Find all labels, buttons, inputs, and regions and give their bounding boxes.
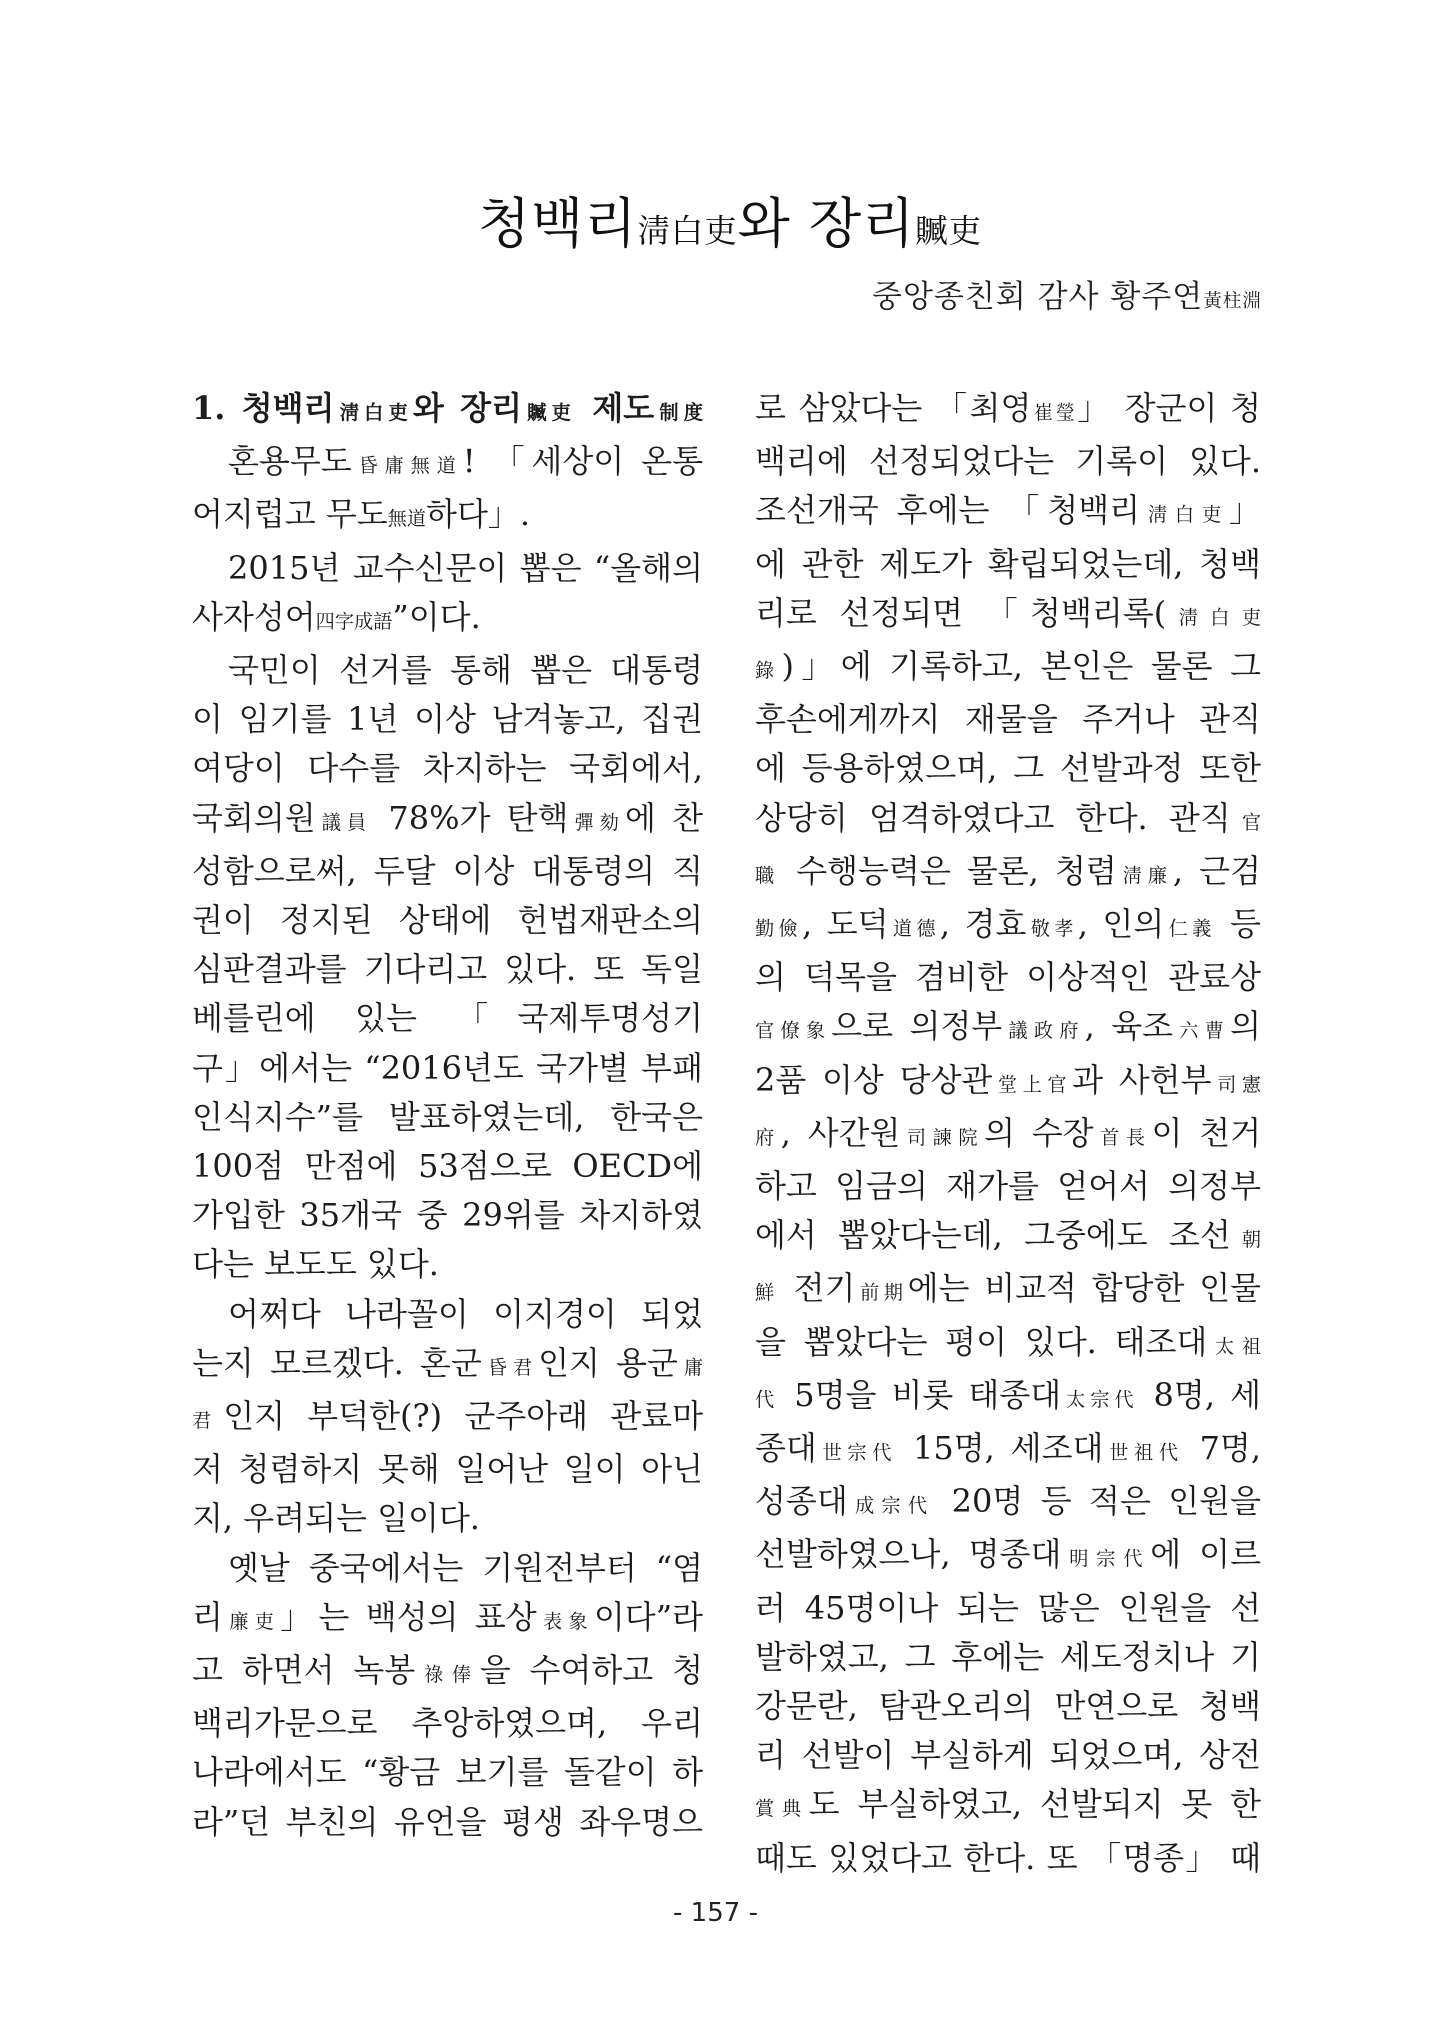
hanja-annotation: 崔瑩 [1031, 401, 1078, 424]
text-line: 라”던 부친의 유언을 평생 좌우명으 [192, 1802, 703, 1841]
text-line: 鮮 전기前期에는 비교적 합당한 인물 [755, 1269, 1262, 1308]
text-line: 종대世宗代 15명, 세조대世祖代 7명, [755, 1429, 1262, 1468]
hanja-annotation: 淸白吏 [334, 401, 413, 424]
hanja-annotation: 官僚象 [755, 1019, 832, 1043]
hanja-annotation: 賞典 [755, 1797, 809, 1821]
text-line: 발하였고, 그 후에는 세도정치나 기 [755, 1637, 1261, 1676]
hanja-annotation: 前期 [855, 1281, 908, 1305]
text-line: 국민이 선거를 통해 뽑은 대통령 [228, 651, 703, 690]
paragraph [192, 437, 703, 543]
hanja-annotation: 議政府 [1002, 1019, 1085, 1043]
hanja-annotation: 君 [192, 1409, 224, 1433]
hanja-annotation: 司憲 [1211, 1072, 1262, 1096]
hanja-annotation: 昏庸無道 [351, 454, 463, 478]
text-line: 가입한 35개국 중 29위를 차지하였 [192, 1196, 703, 1235]
text-line: 職 수행능력은 물론, 청렴淸廉, 근검 [755, 851, 1261, 890]
paragraph [192, 1290, 703, 1544]
hanja-annotation: 贓吏 [522, 401, 577, 424]
text-line: 때도 있었다고 한다. 또 「명종」 때 [755, 1838, 1261, 1877]
text-line: 옛날 중국에서는 기원전부터 “염 [228, 1548, 703, 1587]
text-line: 상당히 엄격하였다고 한다. 관직官 [755, 798, 1262, 837]
text-line: 강문란, 탐관오리의 만연으로 청백 [755, 1687, 1261, 1726]
text-line: 을 뽑았다는 평이 있다. 태조대太祖 [755, 1322, 1262, 1361]
text-line: 賞典도 부실하였고, 선발되지 못 한 [755, 1785, 1262, 1824]
hanja-annotation: 代 [755, 1387, 780, 1411]
hanja-annotation: 堂上官 [992, 1072, 1073, 1096]
text-line: 에 관한 제도가 확립되었는데, 청백 [755, 544, 1261, 583]
text-line: 錄)」에 기록하고, 본인은 물론 그 [755, 647, 1261, 686]
hanja-annotation: 錄 [755, 659, 782, 683]
text-line: 代 5명을 비롯 태종대太宗代 8명, 세 [755, 1375, 1262, 1414]
hanja-annotation: 淸廉 [1116, 863, 1173, 887]
hanja-annotation: 淸白吏 [1140, 503, 1229, 527]
text-line: 리 선발이 부실하게 되었으며, 상전 [755, 1736, 1261, 1775]
hanja-annotation: 黃柱淵 [1203, 291, 1262, 312]
hanja-annotation: 淸白吏 [1166, 605, 1262, 629]
author-byline: 중앙종친회 감사 황주연黃柱淵 [872, 279, 1262, 315]
text-line: 2015년 교수신문이 뽑은 “올해의 [228, 548, 703, 587]
hanja-annotation: 官 [1230, 810, 1262, 834]
text-line: 府, 사간원司諫院의 수장首長이 천거 [755, 1113, 1261, 1152]
text-line: 성함으로써, 두달 이상 대통령의 직 [192, 851, 703, 890]
text-line: 베를린에 있는 「국제투명성기 [192, 999, 703, 1038]
hanja-annotation: 六曹 [1173, 1019, 1231, 1043]
paragraph [755, 384, 1261, 1883]
hanja-annotation: 四字成語 [315, 609, 393, 633]
section-heading: 1. 청백리淸白吏와 장리贓吏 제도制度 [192, 389, 703, 427]
text-line: 의 덕목을 겸비한 이상적인 관료상 [755, 958, 1261, 997]
article-title: 청백리淸白吏와 장리贓吏 [477, 192, 983, 255]
hanja-annotation: 淸白吏 [637, 212, 738, 250]
text-line: 백리에 선정되었다는 기록이 있다. [755, 442, 1261, 481]
text-line: 고 하면서 녹봉祿俸을 수여하고 청 [192, 1651, 704, 1690]
text-line: 국회의원議員 78%가 탄핵彈劾에 찬 [192, 798, 703, 837]
hanja-annotation: 鮮 [755, 1281, 779, 1305]
hanja-annotation: 太宗代 [1061, 1387, 1139, 1411]
hanja-annotation: 廉吏 [222, 1609, 281, 1633]
paragraph [192, 544, 703, 646]
text-line: 저 청렴하지 못해 일어난 일이 아닌 [192, 1450, 703, 1489]
hanja-annotation: 彈劾 [568, 810, 625, 834]
text-line: 는지 모르겠다. 혼군昏君인지 용군庸 [192, 1343, 704, 1382]
text-line: 勤儉, 도덕道德, 경효敬孝, 인의仁義 등 [755, 905, 1262, 944]
text-line: 선발하였으나, 명종대明宗代에 이르 [755, 1535, 1261, 1574]
text-line: 성종대成宗代 20명 등 적은 인원을 [755, 1482, 1262, 1521]
right-column [755, 384, 1261, 1883]
text-line: 백리가문으로 추앙하였으며, 우리 [192, 1704, 703, 1743]
page-number: - 157 - [673, 1898, 758, 1928]
text-line: 여당이 다수를 차지하는 국회에서, [192, 749, 703, 788]
text-line: 어쩌다 나라꼴이 이지경이 되었 [228, 1294, 703, 1333]
text-line: 리로 선정되면 「청백리록(淸白吏 [755, 593, 1262, 632]
paragraph [192, 646, 703, 1290]
text-line: 인식지수”를 발표하였는데, 한국은 [192, 1097, 703, 1136]
text-line: 官僚象으로 의정부議政府, 육조六曹의 [755, 1007, 1262, 1046]
text-line: 후손에게까지 재물을 주거나 관직 [755, 700, 1261, 739]
hanja-annotation: 府 [755, 1125, 781, 1149]
hanja-annotation: 昏君 [481, 1355, 539, 1379]
text-line: 에서 뽑았다는데, 그중에도 조선朝 [755, 1216, 1262, 1255]
text-line: 2품 이상 당상관堂上官과 사헌부司憲 [755, 1060, 1262, 1099]
text-line: 러 45명이나 되는 많은 인원을 선 [755, 1588, 1261, 1627]
text-line: 어지럽고 무도無道하다」. [192, 495, 531, 534]
text-line: 구」에서는 “2016년도 국가별 부패 [192, 1048, 703, 1087]
text-line: 리廉吏」는 백성의 표상表象이다”라 [192, 1597, 703, 1636]
hanja-annotation: 庸 [677, 1355, 704, 1379]
hanja-annotation: 司諫院 [900, 1125, 985, 1149]
hanja-annotation: 制度 [654, 401, 703, 424]
text-line: 지, 우려되는 일이다. [192, 1499, 480, 1538]
hanja-annotation: 首長 [1093, 1125, 1152, 1149]
hanja-annotation: 表象 [536, 1609, 594, 1633]
text-line: 이 임기를 1년 이상 남겨놓고, 집권 [192, 700, 703, 739]
text-line: 혼용무도昏庸無道! 「세상이 온통 [228, 442, 704, 481]
text-line: 하고 임금의 재가를 얻어서 의정부 [755, 1167, 1261, 1206]
left-column [192, 384, 703, 1847]
hanja-annotation: 敬孝 [1026, 917, 1078, 941]
hanja-annotation: 仁義 [1164, 917, 1216, 941]
paragraph [192, 1544, 703, 1847]
text-line: 나라에서도 “황금 보기를 돌같이 하 [192, 1753, 703, 1792]
hanja-annotation: 成宗代 [847, 1494, 935, 1518]
hanja-annotation: 明宗代 [1061, 1547, 1151, 1571]
hanja-annotation: 無道 [387, 507, 427, 531]
text-line: 조선개국 후에는 「청백리淸白吏」 [755, 491, 1262, 530]
text-line: 다는 보도도 있다. [192, 1245, 439, 1284]
hanja-annotation: 道德 [888, 917, 940, 941]
text-line: 사자성어四字成語”이다. [192, 597, 481, 636]
text-line: 君인지 부덕한(?) 군주아래 관료마 [192, 1397, 703, 1436]
text-line: 100점 만점에 53점으로 OECD에 [192, 1147, 703, 1186]
hanja-annotation: 職 [755, 863, 781, 887]
hanja-annotation: 贓吏 [915, 212, 983, 250]
hanja-annotation: 勤儉 [755, 917, 803, 941]
hanja-annotation: 祿俸 [415, 1663, 480, 1687]
text-line: 권이 정지된 상태에 헌법재판소의 [192, 901, 703, 940]
text-line: 로 삼았다는 「최영崔瑩」 장군이 청 [755, 389, 1261, 427]
hanja-annotation: 太祖 [1207, 1334, 1262, 1358]
hanja-annotation: 世宗代 [816, 1441, 898, 1465]
text-line: 심판결과를 기다리고 있다. 또 독일 [192, 950, 703, 989]
text-line: 에 등용하였으며, 그 선발과정 또한 [755, 749, 1261, 788]
hanja-annotation: 議員 [315, 810, 373, 834]
hanja-annotation: 世祖代 [1103, 1441, 1184, 1465]
hanja-annotation: 朝 [1230, 1228, 1262, 1252]
